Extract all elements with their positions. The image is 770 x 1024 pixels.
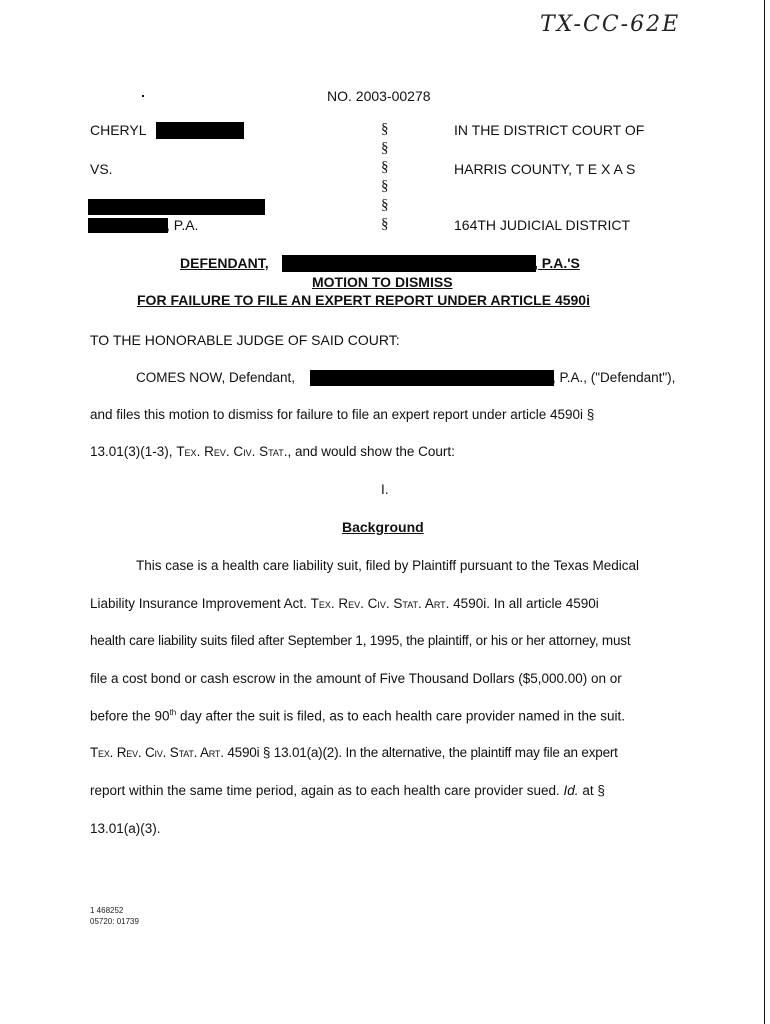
- scan-speck: [142, 95, 144, 97]
- handwritten-document-code: TX-CC-62E: [540, 12, 681, 37]
- statute-abbrev: Tex. Rev. Civ. Stat.: [176, 444, 288, 459]
- defendant-suffix: , P.A.: [166, 217, 199, 233]
- body-text: 4590i. In all article 4590i: [453, 596, 599, 611]
- footer-client-matter: 05720: 01739: [90, 917, 139, 926]
- body-text: 4590i § 13.01(a)(2). In the alternative, the plaintiff may file an expert: [227, 745, 618, 760]
- title-line-1-prefix: DEFENDANT,: [180, 255, 269, 271]
- section-symbol: §: [381, 159, 389, 175]
- statute-abbrev: Tex. Rev. Civ. Stat. Art.: [310, 596, 450, 611]
- body-text: before the 90: [90, 708, 170, 724]
- intro-line-3: [90, 444, 455, 459]
- scan-edge-line: [764, 0, 765, 1024]
- redaction-bar: [282, 255, 536, 272]
- redaction-bar: [310, 370, 554, 386]
- court-line-1: IN THE DISTRICT COURT OF: [454, 122, 645, 138]
- court-line-2: HARRIS COUNTY, T E X A S: [454, 161, 636, 177]
- body-line-7: [90, 783, 605, 798]
- redaction-bar: [156, 122, 244, 139]
- body-text: day after the suit is filed, as to each health care provider named in the suit.: [176, 708, 625, 724]
- section-heading: Background: [342, 519, 424, 535]
- statute-cite: 13.01(3)(1-3),: [90, 444, 173, 459]
- comes-now-prefix: COMES NOW, Defendant,: [136, 370, 296, 385]
- body-text: at §: [582, 783, 605, 798]
- intro-line-2: and files this motion to dismiss for failure to file an expert report under article 4590i §: [90, 407, 595, 422]
- plaintiff-name: CHERYL: [90, 122, 147, 138]
- title-line-1-suffix: , P.A.'S: [534, 255, 580, 271]
- section-symbol: §: [381, 121, 389, 137]
- redaction-bar: [88, 218, 168, 233]
- section-symbol: §: [381, 197, 389, 213]
- salutation: TO THE HONORABLE JUDGE OF SAID COURT:: [90, 332, 400, 348]
- redaction-bar: [88, 199, 265, 215]
- body-line-4: file a cost bond or cash escrow in the amount of Five Thousand Dollars ($5,000.00) on or: [90, 671, 622, 686]
- title-line-3: FOR FAILURE TO FILE AN EXPERT REPORT UNDER ARTICLE 4590i: [137, 292, 590, 308]
- section-symbol: §: [381, 178, 389, 194]
- body-line-8: 13.01(a)(3).: [90, 821, 161, 836]
- ordinal-superscript: th: [169, 708, 177, 717]
- court-line-3: 164TH JUDICIAL DISTRICT: [454, 217, 631, 233]
- title-line-2: MOTION TO DISMISS: [312, 274, 453, 290]
- body-text: Liability Insurance Improvement Act.: [90, 596, 307, 611]
- intro-line-3-end: , and would show the Court:: [287, 444, 455, 459]
- case-number: NO. 2003-00278: [327, 88, 431, 104]
- body-line-5: [90, 708, 625, 724]
- body-text: report within the same time period, again as to each health care provider sued.: [90, 783, 560, 798]
- comes-now-suffix: , P.A., ("Defendant"),: [552, 370, 676, 385]
- body-line-2: [90, 596, 599, 611]
- statute-abbrev: Tex. Rev. Civ. Stat. Art.: [90, 745, 224, 760]
- section-symbol: §: [381, 140, 389, 156]
- versus-label: VS.: [90, 161, 113, 177]
- body-line-6: [90, 745, 618, 760]
- section-symbol: §: [381, 216, 389, 232]
- body-line-3: health care liability suits filed after September 1, 1995, the plaintiff, or his or her attorney, must: [90, 633, 631, 648]
- id-citation: Id.: [563, 783, 579, 798]
- body-line-1: This case is a health care liability suit, filed by Plaintiff pursuant to the Texas Medical: [136, 558, 640, 573]
- footer-doc-number: 1 468252: [90, 906, 124, 915]
- section-number: I.: [381, 482, 389, 497]
